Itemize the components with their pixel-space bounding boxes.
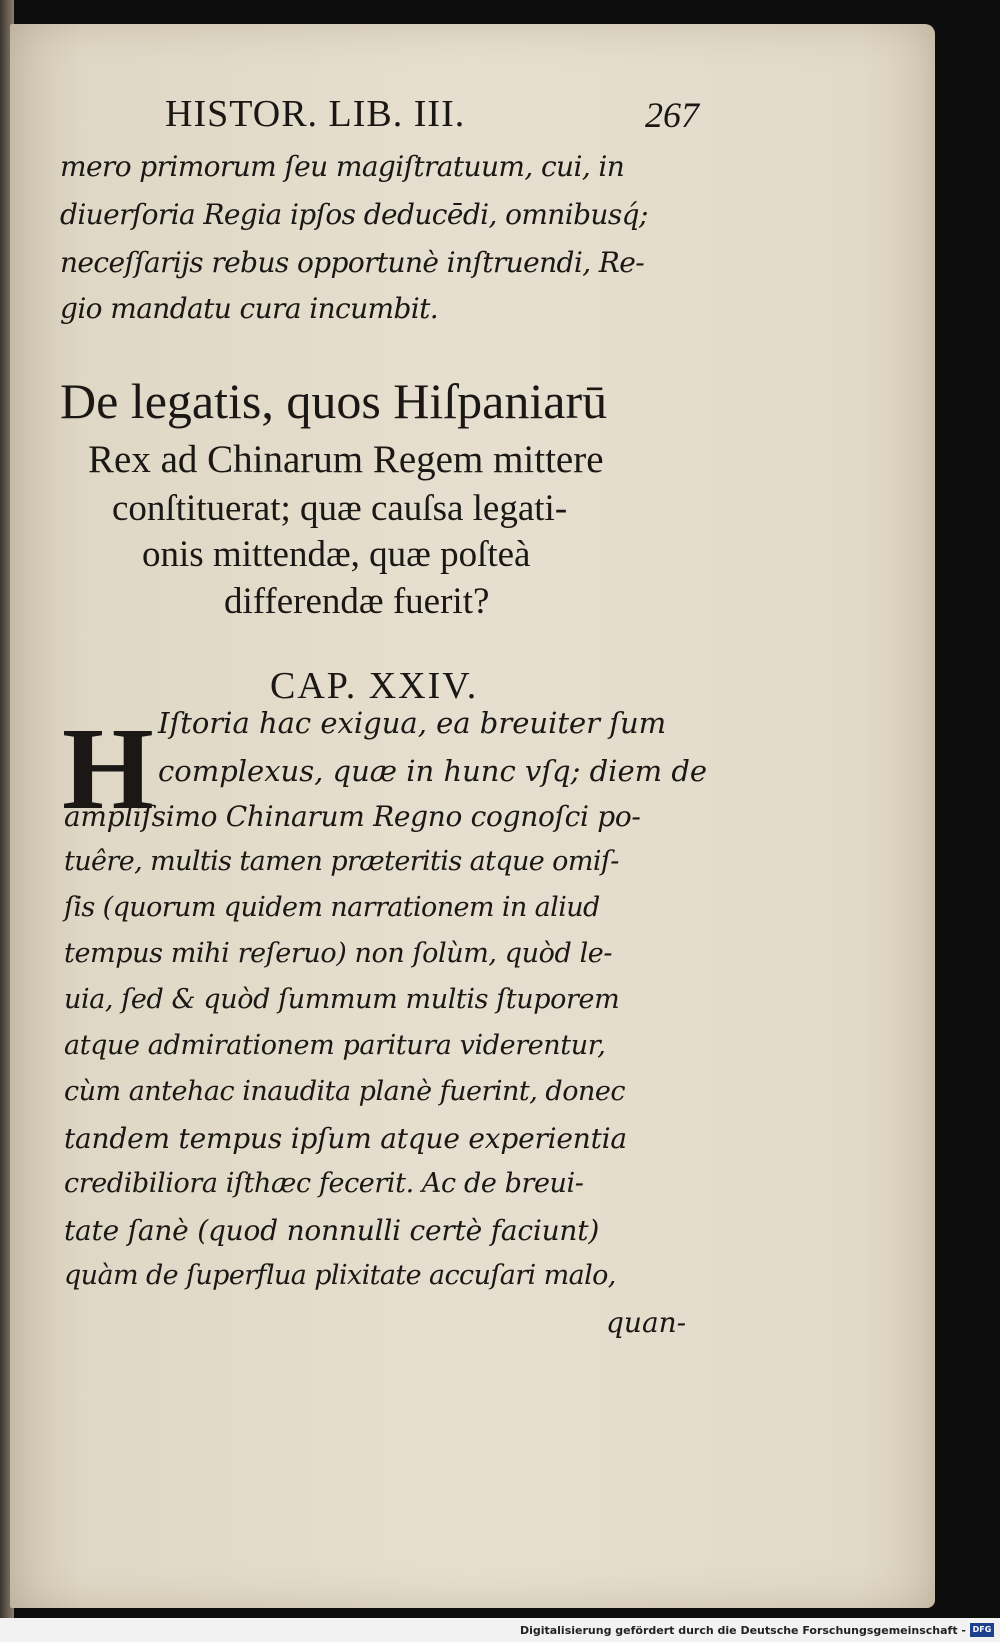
body-line: tuêre, multis tamen præteritis atque omiſ-: [64, 846, 619, 877]
body-line: Iſtoria hac exigua, ea breuiter ſum: [158, 706, 667, 740]
chapter-title-line: conſtituerat; quæ cauſsa legati-: [112, 488, 568, 529]
body-line: atque admirationem paritura viderentur,: [64, 1030, 606, 1061]
top-paragraph-line: neceſſarijs rebus opportunè inſtruendi, Re-: [60, 246, 645, 279]
body-line: tate ſanè (quod nonnulli certè faciunt): [64, 1214, 600, 1247]
chapter-title-line: De legatis, quos Hiſpaniarū: [60, 373, 608, 429]
chapter-number: CAP. XXIV.: [270, 665, 479, 707]
body-line: quàm de ſuperflua plixitate accuſari malo,: [64, 1260, 616, 1291]
body-line: tempus mihi reſeruo) non ſolùm, quòd le-: [64, 938, 613, 969]
digitization-credit: Digitalisierung gefördert durch die Deutsche Forschungsgemeinschaft -: [519, 1624, 966, 1637]
dfg-logo: DFG: [970, 1623, 994, 1637]
body-line: credibiliora iſthæc fecerit. Ac de breui-: [64, 1168, 584, 1199]
top-paragraph-line: gio mandatu cura incumbit.: [60, 292, 439, 325]
body-line: ampliſsimo Chinarum Regno cognoſci po-: [64, 800, 641, 833]
running-head: HISTOR. LIB. III.: [165, 93, 466, 135]
top-paragraph-line: diuerſoria Regia ipſos deducēdi, omnibusq́;: [60, 198, 648, 231]
top-paragraph-line: mero primorum ſeu magiſtratuum, cui, in: [60, 150, 625, 183]
body-line: uia, ſed & quòd ſummum multis ſtuporem: [64, 984, 620, 1015]
chapter-title-line: differendæ fuerit?: [224, 581, 490, 622]
body-line: cùm antehac inaudita planè fuerint, donec: [64, 1076, 625, 1107]
body-line: tandem tempus ipſum atque experientia: [64, 1122, 627, 1155]
body-line: complexus, quæ in hunc vſq; diem de: [158, 754, 708, 788]
catchword: quan-: [606, 1306, 687, 1339]
body-line: ſis (quorum quidem narrationem in aliud: [64, 892, 600, 923]
chapter-title-line: Rex ad Chinarum Regem mittere: [88, 438, 604, 481]
drop-cap: H: [62, 703, 154, 834]
chapter-title-line: onis mittendæ, quæ poſteà: [142, 534, 531, 575]
page-number: 267: [645, 95, 699, 135]
